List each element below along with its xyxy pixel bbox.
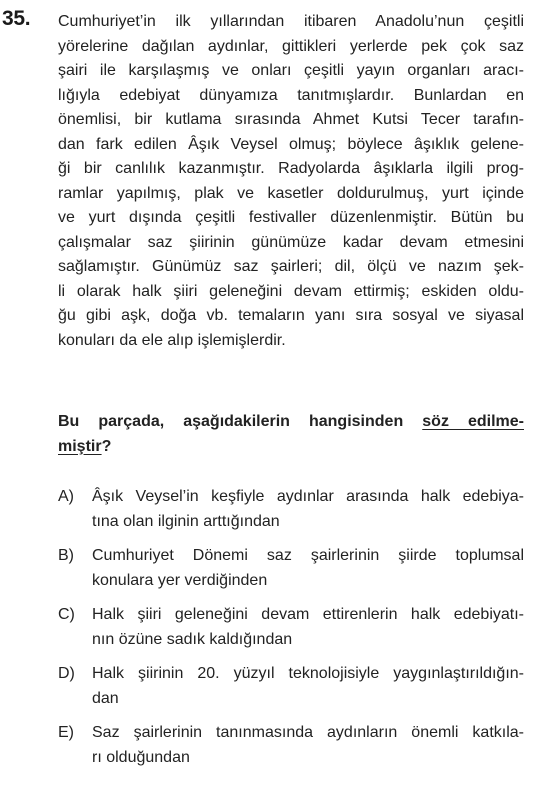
option-d[interactable] bbox=[58, 662, 524, 711]
option-text bbox=[92, 603, 524, 652]
passage-line: ğu gibi aşk, doğa vb. temaların yanı sıra sosyal ve siyasal bbox=[58, 307, 524, 324]
option-line: rı olduğundan bbox=[92, 748, 190, 766]
option-letter: B) bbox=[58, 547, 74, 564]
option-line: Cumhuriyet Dönemi saz şairlerinin şiirde toplumsal bbox=[92, 547, 524, 564]
passage-line: ve yurt dışında çeşitli festivaller düzenlenmiştir. Bütün bu bbox=[58, 209, 524, 226]
option-line: konulara yer verdiğinden bbox=[92, 571, 268, 589]
stem-underlined-text: söz edilme- bbox=[422, 413, 524, 430]
passage-line: ramlar yapılmış, plak ve kasetler doldurulmuş, yurt içinde bbox=[58, 184, 524, 202]
option-line: nın özüne sadık kaldığından bbox=[92, 630, 293, 648]
option-line: Saz şairlerinin tanınmasında aydınların önemli katkıla- bbox=[92, 724, 524, 741]
option-b[interactable] bbox=[58, 544, 524, 593]
passage-line: ği bir canlılık kazanmıştır. Radyolarda âşıklarla ilgili prog- bbox=[58, 160, 524, 177]
option-line: dan bbox=[92, 689, 119, 707]
passage-line: konuları da ele alıp işlemişlerdir. bbox=[58, 331, 286, 349]
option-text bbox=[92, 485, 524, 534]
passage-line: lığıyla edebiyat dünyamıza tanıtmışlardır. Bunlardan en bbox=[58, 86, 524, 104]
stem-text: Bu parçada, aşağıdakilerin hangisinden bbox=[58, 413, 423, 430]
option-line: Halk şiirinin 20. yüzyıl teknolojisiyle yaygınlaştırıldığın- bbox=[92, 665, 524, 682]
passage-line: önemlisi, bir kutlama sırasında Ahmet Kutsi Tecer tarafın- bbox=[58, 111, 524, 128]
option-letter: D) bbox=[58, 665, 75, 682]
question-stem bbox=[58, 410, 524, 459]
option-line: tına olan ilginin arttığından bbox=[92, 512, 280, 530]
answer-options bbox=[58, 485, 524, 780]
passage-line: li olarak halk şiiri geleneğini devam ettirmiş; eskiden oldu- bbox=[58, 282, 524, 300]
option-c[interactable] bbox=[58, 603, 524, 652]
question-passage bbox=[58, 10, 524, 353]
option-text bbox=[92, 721, 524, 770]
passage-line: şairi ile karşılaşmış ve onları çeşitli yayın organları aracı- bbox=[58, 62, 524, 79]
passage-line: dan fark edilen Âşık Veysel olmuş; böylece âşıklık gelene- bbox=[58, 135, 524, 153]
option-line: Halk şiiri geleneğini devam ettirenlerin halk edebiyatı- bbox=[92, 606, 524, 623]
stem-line-2 bbox=[58, 435, 524, 460]
passage-line: sağlamıştır. Günümüz saz şairleri; dil, ölçü ve nazım şek- bbox=[58, 258, 524, 275]
option-text bbox=[92, 662, 524, 711]
stem-line-1 bbox=[58, 410, 524, 435]
stem-text: ? bbox=[101, 437, 112, 455]
option-letter: A) bbox=[58, 488, 74, 505]
stem-underlined-text: miştir bbox=[58, 437, 102, 455]
passage-line: yörelerine dağılan aydınlar, gittikleri yerlerde pek çok saz bbox=[58, 37, 524, 55]
option-letter: C) bbox=[58, 606, 75, 623]
passage-line: çalışmalar saz şiirinin günümüze kadar devam etmesini bbox=[58, 233, 524, 251]
option-line: Âşık Veysel’in keşfiyle aydınlar arasında halk edebiya- bbox=[92, 488, 524, 505]
option-e[interactable] bbox=[58, 721, 524, 770]
option-letter: E) bbox=[58, 724, 74, 741]
option-text bbox=[92, 544, 524, 593]
question-number: 35. bbox=[2, 7, 31, 30]
passage-line: Cumhuriyet’in ilk yıllarından itibaren Anadolu’nun çeşitli bbox=[58, 13, 524, 30]
option-a[interactable] bbox=[58, 485, 524, 534]
